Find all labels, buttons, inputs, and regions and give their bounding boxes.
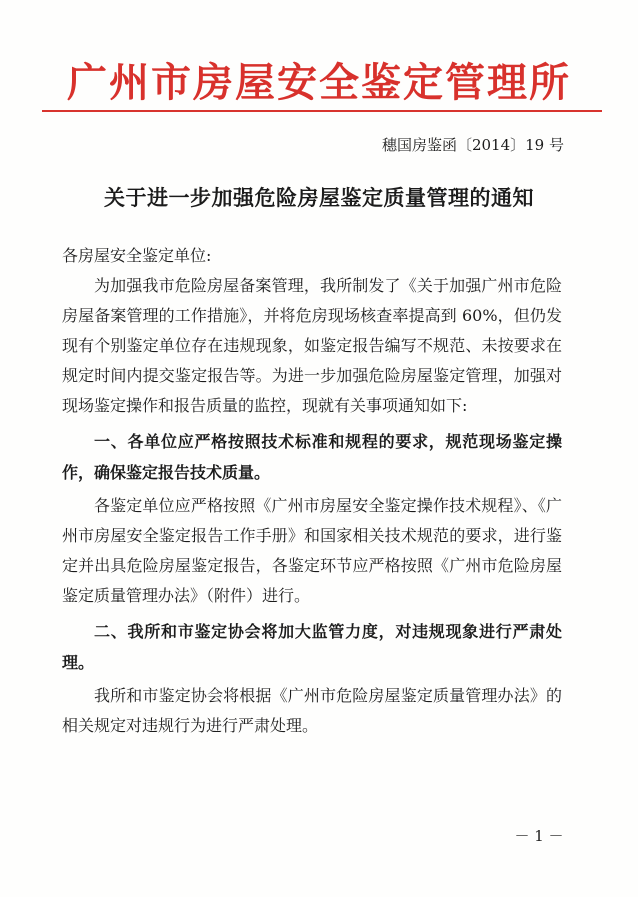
- paragraph-intro: 为加强我市危险房屋备案管理，我所制发了《关于加强广州市危险房屋备案管理的工作措施》，并将危房现场核查率提高到 60%，但仍发现有个别鉴定单位存在违规现象，如鉴定报告编写不规范、未按要求在规定时间内提交鉴定报告等。为进一步加强危险房屋鉴定管理，加强对现场鉴定操作和报告质量的监控，现就有关事项通知如下:: [62, 276, 562, 415]
- document-body: [62, 241, 562, 741]
- header-red-rule: [42, 110, 602, 112]
- section-heading-1: 一、各单位应严格按照技术标准和规程的要求，规范现场鉴定操作，确保鉴定报告技术质量。: [62, 432, 562, 482]
- salutation: 各房屋安全鉴定单位:: [62, 246, 212, 265]
- paragraph-section-2: 我所和市鉴定协会将根据《广州市危险房屋鉴定质量管理办法》的相关规定对违规行为进行严肃处理。: [62, 686, 562, 735]
- document-title: 关于进一步加强危险房屋鉴定质量管理的通知: [104, 185, 534, 210]
- section-heading-2: 二、我所和市鉴定协会将加大监管力度，对违规现象进行严肃处理。: [62, 622, 562, 672]
- organization-header: 广州市房屋安全鉴定管理所: [67, 59, 571, 106]
- paragraph-section-1: 各鉴定单位应严格按照《广州市房屋安全鉴定操作技术规程》、《广州市房屋安全鉴定报告工作手册》和国家相关技术规范的要求，进行鉴定并出具危险房屋鉴定报告，各鉴定环节应严格按照《广州市危险房屋鉴定质量管理办法》（附件）进行。: [62, 496, 562, 605]
- document-number: 穗国房鉴函〔2014〕19 号: [381, 136, 564, 154]
- page-number: － 1 －: [514, 827, 564, 845]
